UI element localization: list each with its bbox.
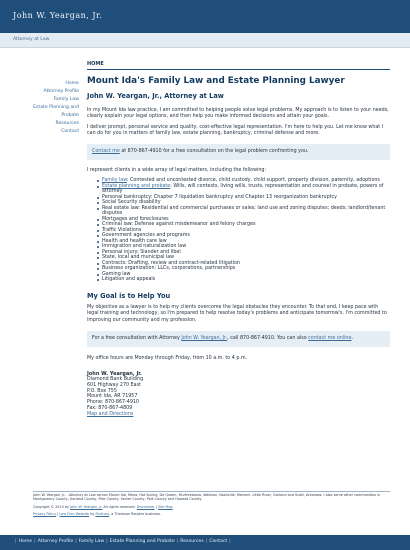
address-line: P.O. Box 755 [87,388,117,394]
practice-area-item [97,277,390,283]
address-name: John W. Yeargan, Jr. [87,370,142,377]
address-line: Mount Ida, AR 71957 [87,394,138,400]
disclaimer-link[interactable]: Disclaimer [136,504,155,509]
contact-callout [87,144,390,160]
service-area-text: John W. Yeargan, Jr. - Attorney at Law serves Mount Ida, Mena, Hot Spring, De Queen, Murfreesboro, Waldron, Nashville, Malvern, Little River, Garland and Scott, Arkansas. I also serve other communities in Montgomery County, Garland County, Pike County, Sevier County, Polk County and Howard County. [33,493,381,502]
practice-area-text: Criminal law: Defense against misdemeanor and felony charges [102,222,256,228]
separator: | [229,539,231,544]
intro-paragraph: In my Mount Ida law practice, I am committed to helping people solve legal problems. My approach is to listen to your needs, clearly explain your legal options, and then help you make informed decisions and attain your goals. [87,108,389,120]
breadcrumb-home: HOME [87,61,104,67]
sidebar-item-home[interactable]: Home [65,81,79,86]
address-block [87,372,390,418]
address-line: Diamond Bank Building [87,377,144,383]
goal-paragraph: My objective as a lawyer is to help my clients overcome the legal obstacles they encounter. To that end, I keep pace with legal training and technology, so I'm prepared to help resolve today's problems and anticipate tomorrow's. I'm committed to improving our community and my profession. [87,304,387,323]
footer-nav-item[interactable]: Attorney Profile [37,539,74,544]
footer-divider [33,491,390,492]
practice-list-intro: I represent clients in a wide array of legal matters, including the following: [87,168,267,174]
lawfirm-end: , a Thomson Reuters business. [109,511,162,516]
practice-areas-list [97,178,390,283]
practice-area-text: Litigation and appeals [102,277,156,283]
map-directions-link[interactable]: Map and Directions [87,411,134,417]
practice-area-link[interactable]: Family law [102,178,127,184]
consult-text-end: . [351,335,353,341]
contact-online-link[interactable]: contact me online [308,335,352,341]
practice-area-text: Government agencies and programs [102,233,190,239]
practice-area-text: Gaming law [102,271,131,277]
practice-area-item [97,184,390,195]
firm-name[interactable]: John W. Yeargan, Jr. [13,11,103,20]
sidebar-item-probate[interactable]: Probate [61,113,79,118]
footer-nav-item[interactable]: Family Law [78,539,105,544]
contact-me-link[interactable]: Contact me [92,148,120,154]
practice-area-link[interactable]: Estate planning and probate [102,183,171,189]
address-line: 601 Highway 270 East [87,383,141,389]
attorney-link[interactable]: John W. Yeargan, Jr. [181,335,228,341]
tagline: Attorney at Law [13,37,50,42]
practice-area-text: Immigration and naturalization law [102,244,187,250]
lawfirm-mid: by [89,511,96,516]
sidebar-item-attorney-profile[interactable]: Attorney Profile [43,89,79,94]
sitemap-link[interactable]: Site Map [157,504,173,509]
footer-nav-item[interactable]: Resources [180,539,204,544]
privacy-policy-link[interactable]: Privacy Policy [33,511,57,516]
sidebar-item-estate-planning[interactable]: Estate Planning and [33,105,79,110]
separator: | [205,539,208,544]
callout-text: at 870-867-4910 for a free consultation on the legal problem confronting you. [119,148,309,154]
goal-heading: My Goal is to Help You [87,291,171,300]
separator: | [176,539,179,544]
footer-nav-bar [0,535,410,550]
divider [87,69,390,70]
practice-area-text: Mortgages and foreclosures [102,216,169,222]
practice-area-text: Contracts: Drafting, review and contract-related litigation [102,260,240,266]
consult-text-pre: For a free consultation with Attorney [92,335,182,341]
page-title: Mount Ida's Family Law and Estate Planning Lawyer [87,76,345,86]
separator: | [15,539,17,544]
sidebar-nav [0,80,80,136]
practice-area-text: : Contested and uncontested divorce, child custody, child support, property division, paternity, adoptions [126,178,380,184]
footer-nav-item[interactable]: Estate Planning and Probate [109,539,175,544]
practice-area-text: Real estate law: Residential and commercial purchases or sales; land use and zoning disputes; deeds; landlord/tenant disputes [102,205,386,217]
copyright-row: Copyright © 2013 by John W. Yeargan, Jr. All rights reserved. Disclaimer | Site Map [33,504,173,509]
sidebar-item-contact[interactable]: Contact [61,129,79,134]
practice-area-text: Health and health care law [102,238,167,244]
main-content [87,76,390,417]
subheader-bar [0,33,410,48]
law-firm-website-link[interactable]: Law Firm Website [59,511,90,516]
phone-line: Phone: 870-867-4910 [87,400,139,406]
footer-nav [13,539,233,545]
practice-area-text: Business organization: LLCs, corporations, partnerships [102,266,236,272]
footer-nav-item[interactable]: Home [18,539,33,544]
copyright-mid: All rights reserved. [102,504,137,509]
service-paragraph: I deliver prompt, personal service and quality, cost-effective legal representation. I'm here to help you. Let me know what I can do for you in matters of family law, estate planning, bankruptcy, criminal defense and more. [87,124,384,137]
footer-nav-item[interactable]: Contact [209,539,228,544]
copyright-attorney-link[interactable]: John W. Yeargan, Jr. [70,504,103,509]
separator: | [75,539,77,544]
office-hours: My office hours are Monday through Friday, from 10 a.m. to 4 p.m. [87,356,248,362]
page-subtitle: John W. Yeargan, Jr., Attorney at Law [87,92,224,100]
consult-text-mid: , call 870-867-4910. You can also [227,335,309,341]
practice-area-text: State, local and municipal law [102,255,175,261]
sidebar-item-resources[interactable]: Resources [55,121,79,126]
practice-area-item [97,206,390,217]
privacy-row: Privacy Policy | Law Firm Website by FindLaw, a Thomson Reuters business. [33,511,162,516]
practice-area-text: Social Security disability [102,200,161,206]
fax-line: Fax: 870-867-4809 [87,405,133,411]
sidebar-item-family-law[interactable]: Family Law [53,97,79,102]
footer-info [33,493,390,519]
separator: | [106,539,108,544]
copyright-pre: Copyright © 2013 by [33,504,71,509]
separator: | [34,539,36,544]
practice-area-text: Personal bankruptcy: Chapter 7 liquidation bankruptcy and Chapter 13 reorganization bankruptcy [102,194,337,200]
findlaw-link[interactable]: FindLaw [95,511,110,516]
site-header [0,0,410,33]
practice-area-text: Personal injury: Slander and libel [102,249,181,255]
practice-area-text: Traffic Violations [102,227,142,233]
consultation-callout [87,331,390,347]
practice-area-text: : Wills, will contests, living wills, trusts, representation and counsel in probate, powers of attorney [102,183,384,195]
